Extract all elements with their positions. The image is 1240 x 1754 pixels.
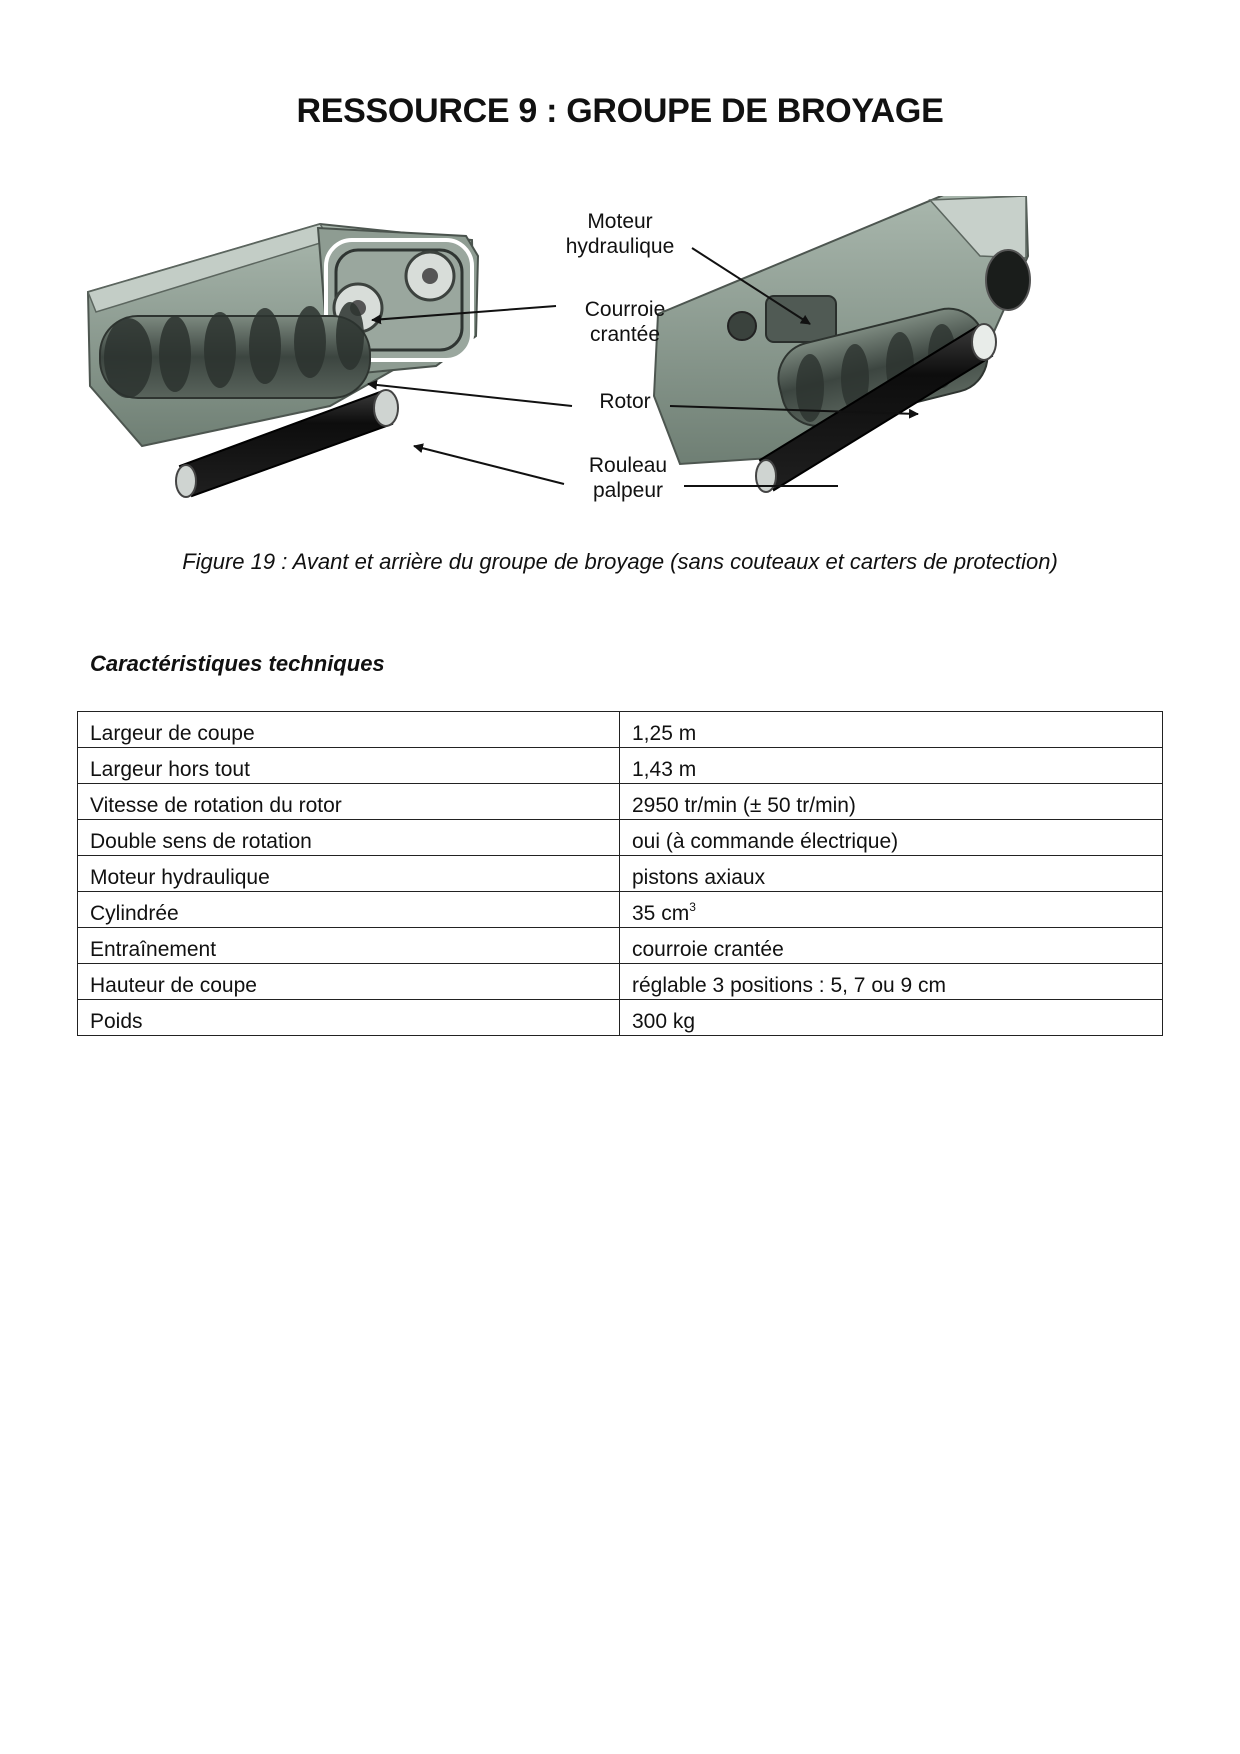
spec-value bbox=[620, 892, 1163, 928]
figure-caption: Figure 19 : Avant et arrière du groupe de broyage (sans couteaux et carters de protection) bbox=[182, 549, 1058, 574]
page-title: RESSOURCE 9 : GROUPE DE BROYAGE bbox=[296, 92, 944, 130]
spec-value: 1,25 m bbox=[620, 712, 1163, 748]
spec-key: Vitesse de rotation du rotor bbox=[78, 784, 620, 820]
table-row bbox=[78, 784, 1163, 820]
spec-value: 1,43 m bbox=[620, 748, 1163, 784]
spec-value: oui (à commande électrique) bbox=[620, 820, 1163, 856]
spec-value: courroie crantée bbox=[620, 928, 1163, 964]
rear-view-machine bbox=[654, 196, 1030, 492]
spec-value: 300 kg bbox=[620, 1000, 1163, 1036]
figure-19 bbox=[80, 196, 1160, 526]
spec-key: Cylindrée bbox=[78, 892, 620, 928]
spec-value: pistons axiaux bbox=[620, 856, 1163, 892]
spec-key: Hauteur de coupe bbox=[78, 964, 620, 1000]
table-row bbox=[78, 712, 1163, 748]
front-view-machine bbox=[88, 224, 478, 497]
spec-key: Poids bbox=[78, 1000, 620, 1036]
spec-value: 2950 tr/min (± 50 tr/min) bbox=[620, 784, 1163, 820]
leader-roller-left bbox=[414, 446, 564, 484]
section-heading: Caractéristiques techniques bbox=[90, 651, 385, 676]
superscript: 3 bbox=[689, 900, 696, 914]
label-rotor: Rotor bbox=[599, 390, 651, 413]
table-row bbox=[78, 1000, 1163, 1036]
spec-key: Moteur hydraulique bbox=[78, 856, 620, 892]
spec-value: réglable 3 positions : 5, 7 ou 9 cm bbox=[620, 964, 1163, 1000]
label-moteur-hydraulique: Moteur hydraulique bbox=[565, 210, 675, 258]
table-row bbox=[78, 928, 1163, 964]
table-row bbox=[78, 856, 1163, 892]
spec-key: Largeur hors tout bbox=[78, 748, 620, 784]
spec-key: Entraînement bbox=[78, 928, 620, 964]
specs-table bbox=[77, 711, 1163, 1036]
table-row bbox=[78, 820, 1163, 856]
spec-key: Largeur de coupe bbox=[78, 712, 620, 748]
table-row bbox=[78, 964, 1163, 1000]
label-rouleau-palpeur: Rouleau palpeur bbox=[588, 454, 668, 502]
table-row bbox=[78, 748, 1163, 784]
table-row bbox=[78, 892, 1163, 928]
spec-value-text: 35 cm bbox=[632, 902, 690, 925]
leader-rotor-left bbox=[368, 384, 572, 406]
label-courroie-crantee: Courroie crantée bbox=[584, 298, 666, 346]
spec-key: Double sens de rotation bbox=[78, 820, 620, 856]
